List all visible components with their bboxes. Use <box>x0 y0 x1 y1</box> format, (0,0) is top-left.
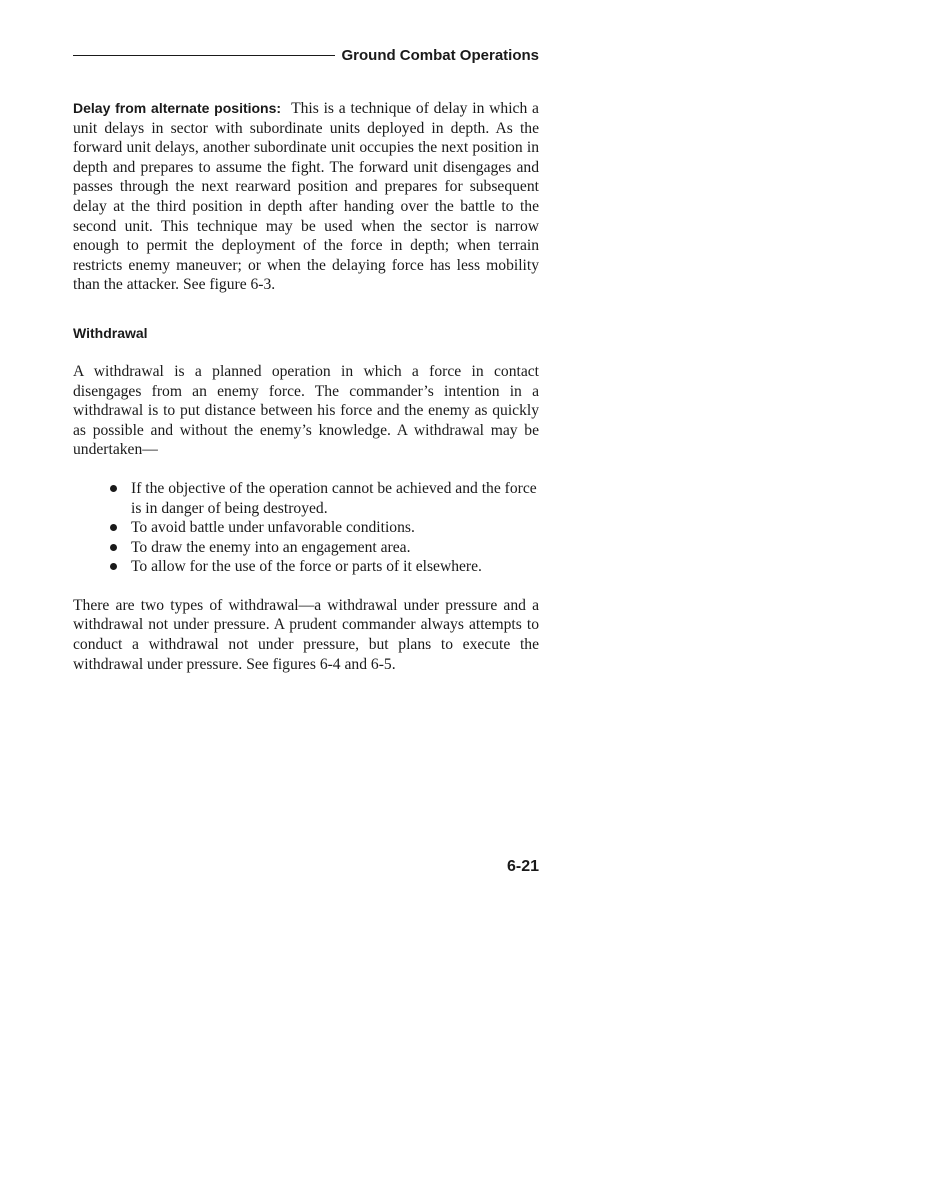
withdrawal-types-paragraph: There are two types of withdrawal—a withdrawal under pressure and a withdrawal not under pressure. A prudent commander always attempts to conduct a withdrawal not under pressure, but plans to execute the withdrawal under pressure. See figures 6-4 and 6-5. <box>73 596 539 673</box>
page-number: 6-21 <box>506 858 539 875</box>
list-item-text: If the objective of the operation cannot be achieved and the force is in danger of being destroyed. <box>131 479 537 517</box>
list-item-text: To avoid battle under unfavorable conditions. <box>131 519 415 537</box>
header-rule <box>73 55 335 56</box>
section-heading-withdrawal: Withdrawal <box>73 324 148 341</box>
bullet-icon <box>110 544 117 551</box>
list-item <box>73 538 539 558</box>
delay-paragraph <box>73 99 539 295</box>
bullet-icon <box>110 485 117 492</box>
running-header <box>73 40 539 70</box>
delay-lead-in: Delay from alternate positions: <box>73 100 282 116</box>
document-page <box>73 40 539 875</box>
list-item-text: To allow for the use of the force or parts of it elsewhere. <box>131 558 482 576</box>
list-item-text: To draw the enemy into an engagement area. <box>131 538 411 556</box>
withdrawal-intro-paragraph: A withdrawal is a planned operation in which a force in contact disengages from an enemy force. The commander’s intention in a withdrawal is to put distance between his force and the enemy as quickly as possible and without the enemy’s knowledge. A withdrawal may be undertaken— <box>73 362 539 459</box>
bullet-icon <box>110 563 117 570</box>
delay-paragraph-text: This is a technique of delay in which a unit delays in sector with subordinate units deployed in depth. As the forward unit delays, another subordinate unit occupies the next position in depth and prepares to assume the fight. The forward unit disengages and passes through the next rearward position and prepares for subsequent delay at the third position in depth after handing over the battle to the second unit. This technique may be used when the sector is narrow enough to permit the deployment of the force in depth; when terrain restricts enemy maneuver; or when the delaying force has less mobility than the attacker. See figure 6-3. <box>73 100 539 294</box>
list-item <box>73 518 539 538</box>
bullet-icon <box>110 524 117 531</box>
header-title: Ground Combat Operations <box>341 46 539 64</box>
list-item <box>73 479 539 518</box>
withdrawal-reasons-list <box>73 479 539 577</box>
list-item <box>73 557 539 577</box>
